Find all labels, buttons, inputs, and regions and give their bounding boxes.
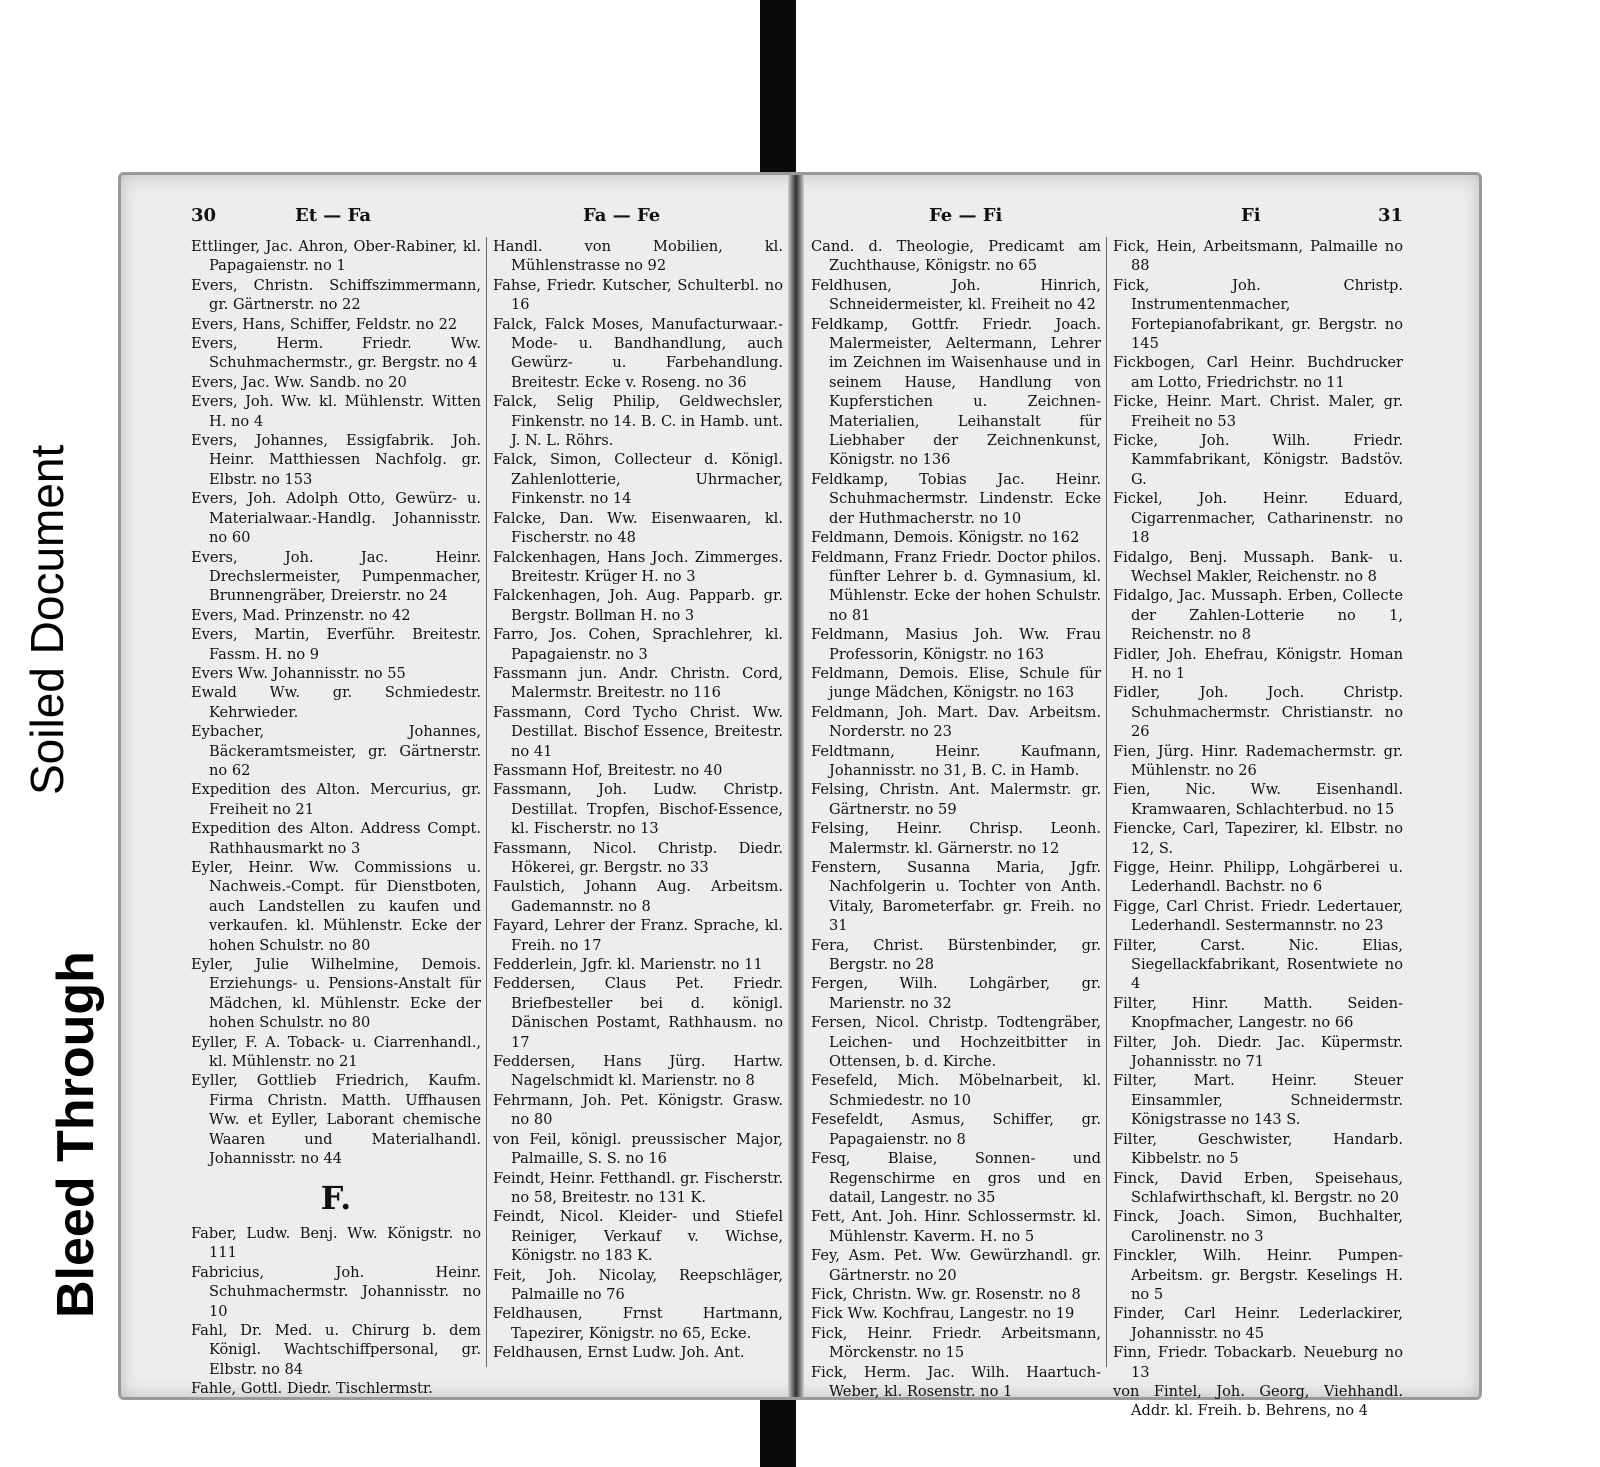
directory-entry: Feldmann, Demois. Königstr. no 162 (811, 529, 1080, 547)
directory-entry: Evers, Joh. Ww. kl. Mühlenstr. Witten H. no 4 (191, 393, 481, 430)
directory-entry: Felsing, Christn. Ant. Malermstr. gr. Gärtnerstr. no 59 (811, 781, 1101, 818)
column-right-2 (1113, 237, 1403, 1421)
entry-list (191, 237, 481, 1169)
directory-entry: Falck, Falck Moses, Manufacturwaar.- Mode- u. Bandhandlung, auch Gewürz- u. Farbehandlung. Breitestr. Ecke v. Roseng. no 36 (493, 315, 783, 391)
directory-entry: Evers, Joh. Jac. Heinr. Drechslermeister, Pumpenmacher, Brunnengräber, Dreierstr. no 24 (191, 548, 481, 605)
directory-entry: Feindt, Nicol. Kleider- und Stiefel Reiniger, Verkauf v. Wichse, Königstr. no 183 K. (493, 1208, 783, 1265)
directory-entry: Faber, Ludw. Benj. Ww. Königstr. no 111 (191, 1224, 481, 1262)
directory-entry: Fett, Ant. Joh. Hinr. Schlossermstr. kl. Mühlenstr. Kaverm. H. no 5 (811, 1208, 1101, 1245)
directory-entry: Figge, Heinr. Philipp, Lohgärberei u. Lederhandl. Bachstr. no 6 (1113, 859, 1403, 896)
directory-entry: Evers, Joh. Adolph Otto, Gewürz- u. Materialwaar.-Handlg. Johannisstr. no 60 (191, 490, 481, 547)
page-number: 31 (1377, 205, 1403, 226)
directory-entry: Expedition des Alton. Address Compt. Rathhausmarkt no 3 (191, 820, 481, 857)
directory-entry: Falck, Selig Philip, Geldwechsler, Finkenstr. no 14. B. C. in Hamb. unt. J. N. L. Röhrs. (493, 393, 783, 450)
directory-entry: Finck, Joach. Simon, Buchhalter, Carolinenstr. no 3 (1113, 1208, 1403, 1245)
directory-entry: Fidalgo, Benj. Mussaph. Bank- u. Wechsel Makler, Reichenstr. no 8 (1113, 548, 1403, 585)
directory-entry: Ficke, Heinr. Mart. Christ. Maler, gr. Freiheit no 53 (1113, 393, 1403, 430)
directory-entry: Fersen, Nicol. Christp. Todtengräber, Leichen- und Hochzeitbitter in Ottensen, b. d. Kirche. (811, 1014, 1101, 1071)
directory-entry: Fedderlein, Jgfr. kl. Marienstr. no 11 (493, 956, 763, 974)
column-left-2 (493, 237, 783, 1363)
directory-entry: Filter, Geschwister, Handarb. Kibbelstr. no 5 (1113, 1130, 1403, 1168)
directory-entry: Filter, Joh. Diedr. Jac. Küpermstr. Johannisstr. no 71 (1113, 1033, 1403, 1071)
directory-entry: Feindt, Heinr. Fetthandl. gr. Fischerstr. no 58, Breitestr. no 131 K. (493, 1169, 783, 1206)
directory-entry: Finn, Friedr. Tobackarb. Neueburg no 13 (1113, 1344, 1403, 1381)
directory-entry: Fick, Christn. Ww. gr. Rosenstr. no 8 (811, 1285, 1081, 1303)
directory-entry: Fassmann, Cord Tycho Christ. Ww. Destillat. Bischof Essence, Breitestr. no 41 (493, 703, 783, 760)
directory-entry: Filter, Mart. Heinr. Steuer Einsammler, Schneidermstr. Königstrasse no 143 S. (1113, 1072, 1403, 1129)
directory-entry: Fabricius, Joh. Heinr. Schuhmachermstr. Johannisstr. no 10 (191, 1263, 481, 1320)
directory-entry: Evers, Christn. Schiffszimmermann, gr. Gärtnerstr. no 22 (191, 276, 481, 314)
directory-entry: Expedition des Alton. Mercurius, gr. Freiheit no 21 (191, 781, 481, 818)
running-head-left: Et — Fa (295, 205, 372, 226)
directory-entry: Feddersen, Claus Pet. Friedr. Briefbesteller bei d. königl. Dänischen Postamt, Rathhausm. no 17 (493, 975, 783, 1051)
directory-entry: Ettlinger, Jac. Ahron, Ober-Rabiner, kl. Papagaienstr. no 1 (191, 238, 481, 275)
book-gutter (788, 175, 804, 1397)
directory-entry: Fickel, Joh. Heinr. Eduard, Cigarrenmacher, Catharinenstr. no 18 (1113, 490, 1403, 547)
directory-entry: Fesefeld, Mich. Möbelnarbeit, kl. Schmiedestr. no 10 (811, 1072, 1101, 1109)
directory-entry: Feldmann, Joh. Mart. Dav. Arbeitsm. Norderstr. no 23 (811, 703, 1101, 741)
directory-entry: Fassmann, Nicol. Christp. Diedr. Hökerei, gr. Bergstr. no 33 (493, 839, 783, 876)
directory-entry: Finckler, Wilh. Heinr. Pumpen-Arbeitsm. gr. Bergstr. Keselings H. no 5 (1113, 1247, 1403, 1303)
directory-entry: Evers, Herm. Friedr. Ww. Schuhmachermstr., gr. Bergstr. no 4 (191, 335, 481, 372)
directory-entry: Ficke, Joh. Wilh. Friedr. Kammfabrikant, Königstr. Badstöv. G. (1113, 432, 1403, 488)
bleed-through-label: Bleed Through (47, 951, 105, 1318)
running-head-right: Fa — Fe (583, 205, 661, 226)
directory-entry: Falckenhagen, Joh. Aug. Papparb. gr. Bergstr. Bollman H. no 3 (493, 587, 783, 624)
directory-entry: Feldmann, Masius Joh. Ww. Frau Professorin, Königstr. no 163 (811, 626, 1101, 663)
directory-entry: Fahl, Dr. Med. u. Chirurg b. dem Königl. Wachtschiffpersonal, gr. Elbstr. no 84 (191, 1321, 481, 1378)
directory-entry: Feldtmann, Heinr. Kaufmann, Johannisstr. no 31, B. C. in Hamb. (811, 742, 1101, 779)
directory-entry: Fehrmann, Joh. Pet. Königstr. Grasw. no 80 (493, 1091, 783, 1129)
directory-entry: von Fintel, Joh. Georg, Viehhandl. Addr. kl. Freih. b. Behrens, no 4 (1113, 1382, 1403, 1420)
directory-entry: Evers, Jac. Ww. Sandb. no 20 (191, 373, 407, 391)
directory-entry: Fick, Hein, Arbeitsmann, Palmaille no 88 (1113, 238, 1403, 275)
directory-entry: Fick Ww. Kochfrau, Langestr. no 19 (811, 1305, 1075, 1323)
directory-entry: Figge, Carl Christ. Friedr. Ledertauer, Lederhandl. Sestermannstr. no 23 (1113, 897, 1403, 935)
directory-entry: Ewald Ww. gr. Schmiedestr. Kehrwieder. (191, 684, 481, 721)
directory-entry: Fassmann jun. Andr. Christn. Cord, Malermstr. Breitestr. no 116 (493, 664, 783, 702)
directory-entry: Filter, Carst. Nic. Elias, Siegellackfabrikant, Rosentwiete no 4 (1113, 936, 1403, 993)
directory-entry: Fien, Jürg. Hinr. Rademachermstr. gr. Mühlenstr. no 26 (1113, 742, 1403, 779)
entry-list (191, 1224, 481, 1399)
directory-entry: Fidler, Joh. Ehefrau, Königstr. Homan H. no 1 (1113, 645, 1403, 682)
column-right-1 (811, 237, 1101, 1401)
directory-entry: Feit, Joh. Nicolay, Reepschläger, Palmaille no 76 (493, 1266, 783, 1303)
left-running-head (191, 205, 781, 237)
running-head-left: Fe — Fi (929, 205, 1003, 226)
column-left-1 (191, 237, 481, 1399)
directory-entry: Fickbogen, Carl Heinr. Buchdrucker am Lotto, Friedrichstr. no 11 (1113, 354, 1403, 391)
directory-entry: Feldhausen, Frnst Hartmann, Tapezirer, Königstr. no 65, Ecke. (493, 1305, 783, 1342)
directory-entry: Fayard, Lehrer der Franz. Sprache, kl. Freih. no 17 (493, 917, 783, 954)
directory-entry: Cand. d. Theologie, Predicamt am Zuchthause, Königstr. no 65 (811, 238, 1101, 275)
directory-entry: Evers, Martin, Everführ. Breitestr. Fassm. H. no 9 (191, 626, 481, 663)
section-letter: F. (320, 1178, 352, 1217)
directory-entry: Faulstich, Johann Aug. Arbeitsm. Gademannstr. no 8 (493, 878, 783, 915)
book-spread (118, 172, 1482, 1420)
column-divider (486, 237, 487, 1367)
directory-entry: Handl. von Mobilien, kl. Mühlenstrasse no 92 (493, 238, 783, 275)
left-page (191, 205, 783, 1398)
directory-entry: Falckenhagen, Hans Joch. Zimmerges. Breitestr. Krüger H. no 3 (493, 548, 783, 585)
directory-entry: Finder, Carl Heinr. Lederlackirer, Johannisstr. no 45 (1113, 1305, 1403, 1342)
directory-entry: Fidalgo, Jac. Mussaph. Erben, Collecte der Zahlen-Lotterie no 1, Reichenstr. no 8 (1113, 587, 1403, 644)
directory-entry: Eybacher, Johannes, Bäckeramtsmeister, gr. Gärtnerstr. no 62 (191, 723, 481, 779)
directory-entry: Feldmann, Demois. Elise, Schule für junge Mädchen, Königstr. no 163 (811, 664, 1101, 702)
directory-entry: Farro, Jos. Cohen, Sprachlehrer, kl. Papagaienstr. no 3 (493, 626, 783, 663)
directory-entry: Feldmann, Franz Friedr. Doctor philos. fünfter Lehrer b. d. Gymnasium, kl. Mühlenstr. Ecke der hohen Schulstr. no 81 (811, 548, 1101, 624)
soiled-document-label: Soiled Document (21, 444, 73, 795)
directory-entry: Fesefeldt, Asmus, Schiffer, gr. Papagaienstr. no 8 (811, 1111, 1101, 1148)
directory-entry: Fassmann Hof, Breitestr. no 40 (493, 761, 723, 779)
directory-entry: Fien, Nic. Ww. Eisenhandl. Kramwaaren, Schlachterbud. no 15 (1113, 781, 1403, 818)
column-divider (1106, 237, 1107, 1367)
directory-entry: Fergen, Wilh. Lohgärber, gr. Marienstr. no 32 (811, 975, 1101, 1012)
directory-entry: Fick, Joh. Christp. Instrumentenmacher, Fortepianofabrikant, gr. Bergstr. no 145 (1113, 276, 1403, 353)
directory-entry: Fey, Asm. Pet. Ww. Gewürzhandl. gr. Gärtnerstr. no 20 (811, 1247, 1101, 1284)
directory-entry: Eyller, F. A. Toback- u. Ciarrenhandl., kl. Mühlenstr. no 21 (191, 1033, 481, 1071)
directory-entry: von Feil, königl. preussischer Major, Palmaille, S. S. no 16 (493, 1130, 783, 1168)
directory-entry: Eyler, Heinr. Ww. Commissions u. Nachweis.-Compt. für Dienstboten, auch Landstellen zu kaufen und verkaufen. kl. Mühlenstr. Ecke der hohen Schulstr. no 80 (191, 859, 481, 954)
directory-entry: Evers Ww. Johannisstr. no 55 (191, 664, 406, 682)
right-page (811, 205, 1403, 1420)
directory-entry: Evers, Hans, Schiffer, Feldstr. no 22 (191, 315, 458, 333)
directory-entry: Feldhausen, Ernst Ludw. Joh. Ant. (493, 1344, 745, 1362)
directory-entry: Eyller, Gottlieb Friedrich, Kaufm. Firma Christn. Matth. Uffhausen Ww. et Eyller, Laborant chemische Waaren und Materialhandl. Johannisstr. no 44 (191, 1072, 481, 1168)
directory-entry: Evers, Mad. Prinzenstr. no 42 (191, 606, 411, 624)
right-running-head (811, 205, 1403, 237)
directory-entry: Eyler, Julie Wilhelmine, Demois. Erziehungs- u. Pensions-Anstalt für Mädchen, kl. Mühlenstr. Ecke der hohen Schulstr. no 80 (191, 956, 481, 1032)
directory-entry: Fenstern, Susanna Maria, Jgfr. Nachfolgerin u. Tochter von Anth. Vitaly, Barometerfabr. gr. Freih. no 31 (811, 859, 1101, 935)
directory-entry: Fassmann, Joh. Ludw. Christp. Destillat. Tropfen, Bischof-Essence, kl. Fischerstr. no 13 (493, 781, 783, 838)
directory-entry: Fidler, Joh. Joch. Christp. Schuhmachermstr. Christianstr. no 26 (1113, 684, 1403, 741)
directory-entry: Fahse, Friedr. Kutscher, Schulterbl. no 16 (493, 276, 783, 314)
binding-strip-top (760, 0, 796, 195)
directory-entry: Feldkamp, Tobias Jac. Heinr. Schuhmachermstr. Lindenstr. Ecke der Huthmacherstr. no 10 (811, 470, 1101, 527)
directory-entry: Falcke, Dan. Ww. Eisenwaaren, kl. Fischerstr. no 48 (493, 509, 783, 547)
directory-entry: Feldhusen, Joh. Hinrich, Schneidermeister, kl. Freiheit no 42 (811, 276, 1101, 314)
directory-entry: Fiencke, Carl, Tapezirer, kl. Elbstr. no 12, S. (1113, 820, 1403, 857)
page-number: 30 (191, 205, 217, 226)
directory-entry: Evers, Johannes, Essigfabrik. Joh. Heinr. Matthiessen Nachfolg. gr. Elbstr. no 153 (191, 432, 481, 488)
directory-entry: Finck, David Erben, Speisehaus, Schlafwirthschaft, kl. Bergstr. no 20 (1113, 1169, 1403, 1206)
directory-entry: Fahle, Gottl. Diedr. Tischlermstr. (191, 1380, 433, 1398)
directory-entry: Falck, Simon, Collecteur d. Königl. Zahlenlotterie, Uhrmacher, Finkenstr. no 14 (493, 451, 783, 508)
directory-entry: Fera, Christ. Bürstenbinder, gr. Bergstr. no 28 (811, 936, 1101, 974)
directory-entry: Filter, Hinr. Matth. Seiden-Knopfmacher, Langestr. no 66 (1113, 994, 1403, 1032)
directory-entry: Fick, Herm. Jac. Wilh. Haartuch-Weber, kl. Rosenstr. no 1 (811, 1363, 1101, 1400)
directory-entry: Fesq, Blaise, Sonnen- und Regenschirme en gros und en datail, Langestr. no 35 (811, 1150, 1101, 1206)
running-head-right: Fi (1241, 205, 1261, 226)
directory-entry: Feldkamp, Gottfr. Friedr. Joach. Malermeister, Aeltermann, Lehrer im Zeichnen im Waisenhause und in seinem Hause, Handlung von Kupferstichen u. Zeichnen-Materialien, Leihanstalt für Liebhaber der Zeichnenkunst, Königstr. no 136 (811, 315, 1101, 469)
directory-entry: Felsing, Heinr. Chrisp. Leonh. Malermstr. kl. Gärnerstr. no 12 (811, 820, 1101, 857)
directory-entry: Fick, Heinr. Friedr. Arbeitsmann, Mörckenstr. no 15 (811, 1324, 1101, 1362)
directory-entry: Feddersen, Hans Jürg. Hartw. Nagelschmidt kl. Marienstr. no 8 (493, 1053, 783, 1090)
